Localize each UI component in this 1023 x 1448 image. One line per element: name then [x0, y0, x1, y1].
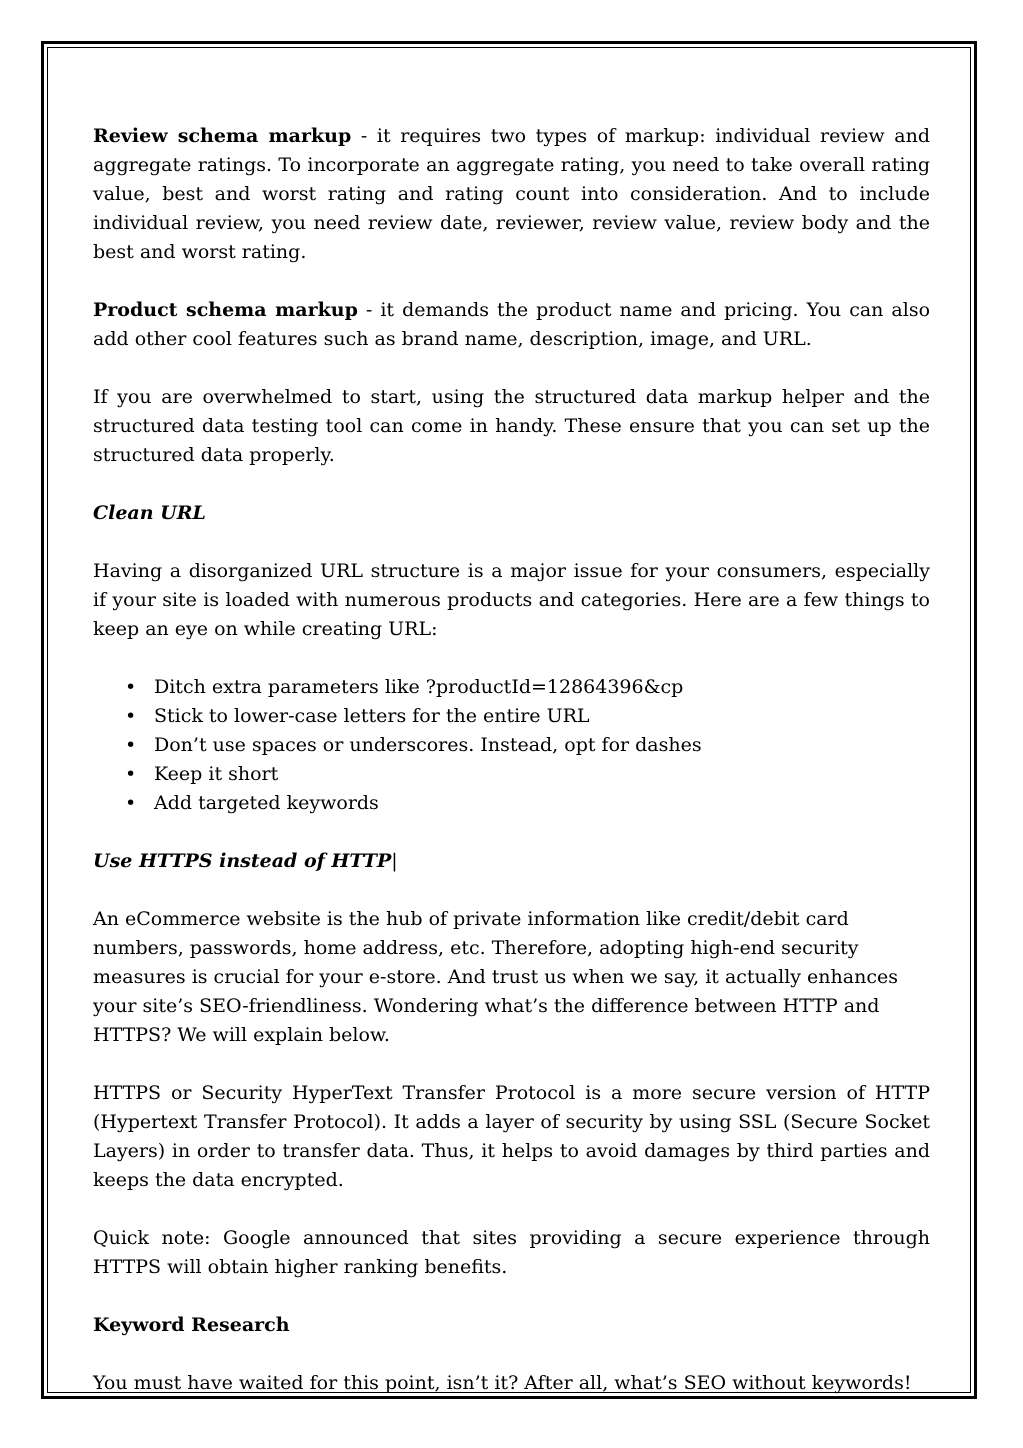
text-cursor: |: [391, 850, 398, 872]
bullet-icon: •: [125, 676, 137, 698]
list-item: [93, 702, 930, 731]
https-paragraph-3: Quick note: Google announced that sites providing a secure experience through HTTPS will obtain higher ranking benefits.: [93, 1227, 930, 1278]
list-item: [93, 789, 930, 818]
https-heading-line: [93, 847, 930, 876]
https-heading: Use HTTPS instead of HTTP: [93, 850, 392, 872]
keyword-research-heading: Keyword Research: [93, 1314, 290, 1336]
review-schema-paragraph: [93, 122, 930, 267]
list-item-text: Add targeted keywords: [154, 792, 379, 814]
list-item-text: Don’t use spaces or underscores. Instead, opt for dashes: [154, 734, 702, 756]
keyword-research-paragraph: You must have waited for this point, isn’t it? After all, what’s SEO without keywords!: [93, 1372, 912, 1394]
url-tips-list: [93, 673, 930, 818]
clean-url-paragraph: Having a disorganized URL structure is a major issue for your consumers, especially if your site is loaded with numerous products and categories. Here are a few things to keep an eye on while creating URL:: [93, 560, 930, 640]
list-item: [93, 731, 930, 760]
product-schema-text: - it demands the product name and pricing. You can also add other cool features such as brand name, description, image, and URL.: [93, 299, 931, 350]
bullet-icon: •: [125, 705, 137, 727]
list-item: [93, 760, 930, 789]
list-item: [93, 673, 930, 702]
overwhelmed-paragraph: If you are overwhelmed to start, using the structured data markup helper and the structured data testing tool can come in handy. These ensure that you can set up the structured data properly.: [93, 386, 930, 466]
review-schema-label: Review schema markup: [93, 125, 352, 147]
product-schema-label: Product schema markup: [93, 299, 358, 321]
list-item-text: Stick to lower-case letters for the entire URL: [154, 705, 590, 727]
bullet-icon: •: [125, 792, 137, 814]
https-paragraph-2: HTTPS or Security HyperText Transfer Protocol is a more secure version of HTTP (Hypertext Transfer Protocol). It adds a layer of security by using SSL (Secure Socket Layers) in order to transfer data. Thus, it helps to avoid damages by third parties and keeps the data encrypted.: [93, 1082, 930, 1191]
list-item-text: Ditch extra parameters like ?productId=12864396&cp: [154, 676, 684, 698]
bullet-icon: •: [125, 763, 137, 785]
clean-url-heading: Clean URL: [93, 502, 206, 524]
review-schema-text: - it requires two types of markup: individual review and aggregate ratings. To incorporate an aggregate rating, you need to take overall rating value, best and worst rating and rating count into consideration. And to include individual review, you need review date, reviewer, review value, review body and the best and worst rating.: [93, 125, 930, 263]
product-schema-paragraph: [93, 296, 930, 354]
https-paragraph-1: An eCommerce website is the hub of private information like credit/debit card numbers, passwords, home address, etc. Therefore, adopting high-end security measures is crucial for your e-store. And trust us when we say, it actually enhances your site’s SEO-friendliness. Wondering what’s the difference between HTTP and HTTPS? We will explain below.: [93, 908, 898, 1046]
document-body: [93, 122, 930, 1427]
list-item-text: Keep it short: [154, 763, 279, 785]
bullet-icon: •: [125, 734, 137, 756]
